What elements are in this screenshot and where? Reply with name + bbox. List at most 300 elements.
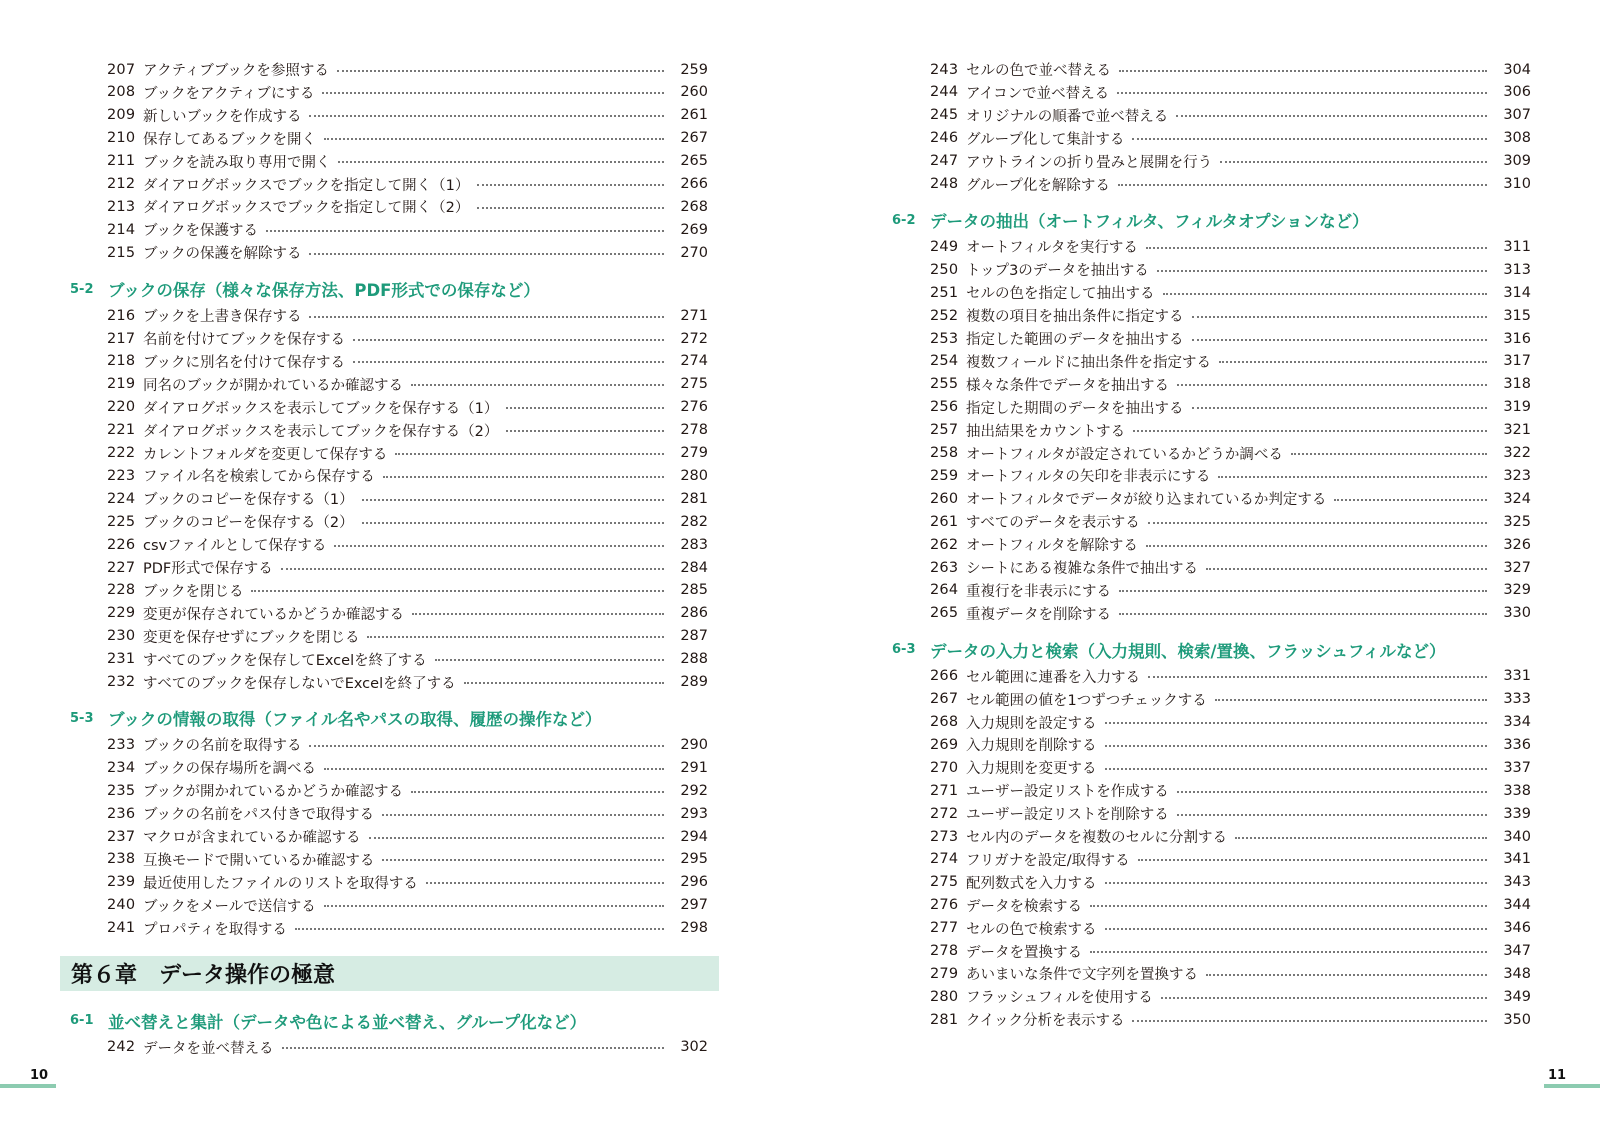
toc-entry — [930, 556, 1531, 579]
dot-leader — [464, 682, 664, 684]
entry-number: 214 — [107, 221, 136, 238]
entry-number: 266 — [930, 668, 959, 685]
entry-title: 新しいブックを作成する — [143, 108, 302, 125]
entry-title: クイック分析を表示する — [966, 1013, 1125, 1030]
toc-entry — [930, 871, 1531, 894]
entry-page: 280 — [680, 467, 708, 484]
entry-title: ブックに別名を付けて保存する — [143, 354, 345, 371]
toc-entry — [107, 350, 708, 373]
entry-number: 253 — [930, 330, 959, 347]
section-number: 5-3 — [70, 710, 94, 726]
section-heading — [892, 638, 1446, 662]
entry-page: 324 — [1503, 490, 1531, 507]
toc-entry — [930, 917, 1531, 940]
dot-leader — [324, 905, 664, 907]
toc-entry — [930, 825, 1531, 848]
entry-page: 306 — [1503, 84, 1531, 101]
entry-title: オートフィルタでデータが絞り込まれているか判定する — [966, 492, 1327, 509]
entry-number: 237 — [107, 828, 136, 845]
dot-leader — [1220, 161, 1487, 163]
toc-entry — [930, 373, 1531, 396]
toc-entry — [107, 1036, 708, 1059]
dot-leader — [1117, 92, 1487, 94]
dot-leader — [411, 791, 664, 793]
toc-entry — [107, 487, 708, 510]
entry-number: 215 — [107, 244, 136, 261]
entry-number: 278 — [930, 943, 959, 959]
entry-page: 325 — [1503, 513, 1531, 530]
dot-leader — [1119, 613, 1487, 615]
dot-leader — [1105, 928, 1488, 930]
entry-title: 配列数式を入力する — [966, 875, 1097, 892]
dot-leader — [353, 361, 664, 363]
toc-entry — [107, 533, 708, 556]
toc-entry — [107, 671, 708, 694]
dot-leader — [1146, 247, 1487, 249]
entry-page: 336 — [1503, 736, 1531, 753]
entry-title: オートフィルタを解除する — [966, 538, 1138, 555]
toc-entry — [107, 579, 708, 602]
toc-entry — [930, 327, 1531, 350]
entry-page: 334 — [1503, 714, 1531, 730]
toc-entry — [930, 602, 1531, 625]
entry-number: 243 — [930, 61, 959, 78]
entry-title: セル範囲の値を1つずつチェックする — [966, 692, 1207, 709]
dot-leader — [1177, 384, 1487, 386]
entry-title: 名前を付けてブックを保存する — [143, 332, 345, 348]
entry-number: 232 — [107, 674, 136, 690]
entry-number: 210 — [107, 130, 136, 147]
entry-page: 316 — [1503, 330, 1531, 347]
entry-title: ブックをアクティブにする — [143, 85, 315, 102]
entry-number: 245 — [930, 107, 959, 124]
entry-number: 265 — [930, 605, 959, 622]
entry-number: 255 — [930, 376, 959, 393]
toc-entry — [107, 779, 708, 802]
toc-entry — [107, 602, 708, 625]
section-title: 並べ替えと集計（データや色による並べ替え、グループ化など） — [108, 1012, 587, 1032]
toc-entry — [930, 510, 1531, 533]
entry-number: 281 — [930, 1011, 959, 1028]
entry-number: 251 — [930, 284, 959, 301]
entry-title: グループ化して集計する — [966, 131, 1125, 148]
entry-number: 211 — [107, 153, 136, 170]
toc-entry — [930, 802, 1531, 825]
entry-page: 297 — [680, 897, 708, 914]
toc-entry — [107, 894, 708, 917]
entry-page: 307 — [1503, 107, 1531, 124]
page-number-left: 10 — [30, 1068, 49, 1083]
toc-entry — [107, 241, 708, 264]
entry-number: 236 — [107, 805, 136, 822]
entry-title: ダイアログボックスを表示してブックを保存する（2） — [143, 423, 499, 440]
entry-title: csvファイルとして保存する — [143, 538, 327, 555]
dot-leader — [338, 161, 664, 163]
entry-title: シートにある複雑な条件で抽出する — [966, 561, 1198, 577]
toc-entry — [107, 173, 708, 196]
section-title: データの抽出（オートフィルタ、フィルタオプションなど） — [930, 212, 1369, 232]
entry-number: 259 — [930, 467, 959, 484]
dot-leader — [251, 590, 664, 592]
entry-number: 258 — [930, 445, 959, 461]
dot-leader — [1334, 499, 1487, 501]
entry-title: ユーザー設定リストを削除する — [966, 807, 1169, 824]
dot-leader — [477, 207, 664, 209]
toc-entry — [107, 556, 708, 579]
dot-leader — [1132, 138, 1487, 140]
entry-page: 276 — [680, 399, 708, 416]
entry-number: 240 — [107, 897, 136, 914]
entry-title: フリガナを設定/取得する — [966, 852, 1130, 869]
entry-number: 279 — [930, 965, 959, 982]
entry-title: 重複データを削除する — [966, 606, 1111, 623]
dot-leader — [1157, 270, 1487, 272]
dot-leader — [1192, 339, 1488, 341]
entry-title: ユーザー設定リストを作成する — [966, 784, 1169, 801]
dot-leader — [362, 499, 664, 501]
entry-title: 入力規則を削除する — [966, 738, 1097, 755]
entry-number: 252 — [930, 307, 959, 324]
entry-page: 337 — [1503, 759, 1531, 776]
dot-leader — [1148, 676, 1487, 678]
section-title: ブックの情報の取得（ファイル名やパスの取得、履歴の操作など） — [108, 710, 602, 730]
entry-title: セルの色で並べ替える — [966, 63, 1111, 79]
entry-number: 248 — [930, 176, 959, 192]
toc-entry — [107, 373, 708, 396]
entry-title: オリジナルの順番で並べ替える — [966, 108, 1169, 125]
entry-number: 261 — [930, 513, 959, 530]
dot-leader — [1132, 1020, 1487, 1022]
entry-page: 296 — [680, 874, 708, 891]
entry-title: フラッシュフィルを使用する — [966, 990, 1153, 1007]
toc-entry — [107, 848, 708, 871]
entry-title: 指定した期間のデータを抽出する — [966, 400, 1184, 417]
entry-number: 235 — [107, 782, 136, 799]
entry-title: データを置換する — [966, 944, 1082, 961]
entry-title: グループ化を解除する — [966, 177, 1110, 194]
entry-number: 244 — [930, 84, 959, 101]
entry-page: 330 — [1503, 605, 1531, 622]
entry-title: すべてのブックを保存してExcelを終了する — [143, 652, 427, 669]
dot-leader — [1219, 361, 1487, 363]
toc-entry — [930, 848, 1531, 871]
entry-number: 231 — [107, 651, 136, 668]
toc-entry — [930, 58, 1531, 81]
entry-title: ブックを保護する — [143, 223, 258, 240]
dot-leader — [477, 184, 664, 186]
entry-number: 263 — [930, 559, 959, 576]
entry-page: 314 — [1503, 284, 1531, 301]
entry-page: 282 — [680, 513, 708, 530]
entry-title: ブックが開かれているかどうか確認する — [143, 784, 403, 801]
toc-entry — [930, 487, 1531, 510]
toc-entry — [930, 281, 1531, 304]
dot-leader — [383, 476, 664, 478]
toc-entry — [930, 442, 1531, 465]
dot-leader — [426, 882, 664, 884]
entry-page: 331 — [1503, 668, 1531, 685]
toc-entry — [930, 104, 1531, 127]
entry-page: 270 — [680, 244, 708, 261]
dot-leader — [1090, 951, 1487, 953]
toc-entry — [107, 304, 708, 327]
dot-leader — [1105, 768, 1488, 770]
entry-title: セルの色で検索する — [966, 921, 1097, 938]
toc-entry — [930, 940, 1531, 963]
entry-page: 274 — [680, 353, 708, 370]
toc-entry — [107, 396, 708, 419]
entry-title: 互換モードで開いているか確認する — [143, 852, 375, 869]
entry-page: 290 — [680, 736, 708, 753]
entry-title: 同名のブックが開かれているか確認する — [143, 377, 403, 394]
entry-page: 343 — [1503, 874, 1531, 891]
entry-page: 318 — [1503, 376, 1531, 393]
entry-page: 272 — [680, 330, 708, 347]
entry-number: 229 — [107, 605, 136, 622]
entry-number: 233 — [107, 736, 136, 753]
entry-title: 保存してあるブックを開く — [143, 131, 316, 148]
entry-page: 348 — [1503, 965, 1531, 982]
toc-entry — [107, 510, 708, 533]
entry-number: 268 — [930, 714, 959, 730]
entry-page: 321 — [1503, 422, 1531, 439]
entry-page: 275 — [680, 376, 708, 393]
dot-leader — [324, 138, 664, 140]
entry-title: アクティブブックを参照する — [143, 63, 329, 79]
toc-entry — [107, 733, 708, 756]
entry-page: 271 — [680, 307, 708, 324]
entry-title: ブックのコピーを保存する（2） — [143, 515, 354, 532]
section-heading — [892, 208, 1369, 232]
entry-page: 313 — [1503, 261, 1531, 278]
entry-title: 変更が保存されているかどうか確認する — [143, 606, 404, 623]
entry-number: 238 — [107, 851, 136, 868]
section-number: 6-1 — [70, 1013, 94, 1028]
entry-page: 294 — [680, 828, 708, 845]
toc-entry — [107, 648, 708, 671]
page-number-right: 11 — [1548, 1068, 1567, 1083]
dot-leader — [1192, 407, 1488, 409]
right-folio-bar — [1544, 1084, 1600, 1088]
dot-leader — [1161, 997, 1487, 999]
entry-page: 286 — [680, 605, 708, 622]
entry-title: ブックを閉じる — [143, 583, 244, 600]
entry-page: 333 — [1503, 691, 1531, 708]
entry-title: ファイル名を検索してから保存する — [143, 469, 375, 486]
entry-number: 257 — [930, 422, 959, 439]
entry-number: 262 — [930, 536, 959, 553]
entry-title: 入力規則を設定する — [966, 715, 1097, 732]
section-number: 6-2 — [892, 212, 916, 228]
dot-leader — [411, 384, 664, 386]
dot-leader — [435, 659, 664, 661]
section-number: 6-3 — [892, 642, 916, 658]
entry-number: 228 — [107, 582, 136, 599]
entry-number: 219 — [107, 376, 136, 393]
dot-leader — [334, 545, 664, 547]
entry-title: セルの色を指定して抽出する — [966, 286, 1155, 303]
dot-leader — [382, 814, 664, 816]
toc-entry — [930, 711, 1531, 734]
entry-page: 309 — [1503, 153, 1531, 170]
dot-leader — [1176, 115, 1487, 117]
toc-entry — [930, 733, 1531, 756]
entry-number: 225 — [107, 513, 136, 530]
entry-page: 347 — [1503, 943, 1531, 959]
entry-title: オートフィルタを実行する — [966, 240, 1138, 257]
section-title: データの入力と検索（入力規則、検索/置換、フラッシュフィルなど） — [930, 641, 1446, 661]
toc-entry — [107, 127, 708, 150]
entry-page: 319 — [1503, 399, 1531, 416]
entry-page: 349 — [1503, 988, 1531, 1005]
entry-page: 261 — [680, 107, 708, 124]
toc-entry — [107, 802, 708, 825]
entry-title: ブックを上書き保存する — [143, 309, 302, 326]
dot-leader — [1119, 590, 1487, 592]
toc-entry — [930, 350, 1531, 373]
dot-leader — [282, 1047, 665, 1049]
entry-page: 344 — [1503, 897, 1531, 914]
dot-leader — [309, 745, 664, 747]
entry-page: 269 — [680, 221, 708, 238]
toc-entry — [107, 464, 708, 487]
entry-title: あいまいな条件で文字列を置換する — [966, 967, 1198, 984]
entry-title: 入力規則を変更する — [966, 761, 1097, 778]
toc-entry — [930, 127, 1531, 150]
toc-entry — [107, 104, 708, 127]
dot-leader — [295, 928, 664, 930]
toc-entry — [930, 396, 1531, 419]
entry-title: アウトラインの折り畳みと展開を行う — [966, 154, 1213, 171]
entry-title: ブックを読み取り専用で開く — [143, 154, 331, 171]
dot-leader — [1218, 476, 1487, 478]
entry-number: 256 — [930, 399, 959, 416]
section-title: ブックの保存（様々な保存方法、PDF形式での保存など） — [108, 281, 540, 301]
entry-number: 207 — [107, 61, 136, 78]
entry-number: 222 — [107, 445, 136, 461]
toc-entry — [930, 150, 1531, 173]
entry-page: 326 — [1503, 536, 1531, 553]
dot-leader — [506, 407, 664, 409]
dot-leader — [1138, 859, 1487, 861]
entry-page: 304 — [1503, 61, 1531, 78]
dot-leader — [1291, 453, 1487, 455]
entry-page: 287 — [680, 628, 708, 645]
dot-leader — [1235, 837, 1487, 839]
toc-entry — [930, 688, 1531, 711]
dot-leader — [309, 253, 664, 255]
entry-number: 274 — [930, 851, 959, 868]
entry-number: 246 — [930, 130, 959, 147]
entry-number: 226 — [107, 536, 136, 553]
entry-title: ダイアログボックスでブックを指定して開く（2） — [143, 200, 470, 217]
entry-page: 291 — [680, 759, 708, 776]
toc-entry — [930, 894, 1531, 917]
dot-leader — [1090, 905, 1487, 907]
entry-page: 268 — [680, 198, 708, 215]
toc-entry — [930, 779, 1531, 802]
section-heading — [70, 277, 540, 301]
dot-leader — [1215, 699, 1487, 701]
entry-number: 213 — [107, 198, 136, 215]
toc-entry — [107, 81, 708, 104]
entry-number: 267 — [930, 691, 959, 708]
toc-entry — [930, 985, 1531, 1008]
entry-title: 様々な条件でデータを抽出する — [966, 377, 1169, 394]
entry-page: 310 — [1503, 176, 1531, 192]
entry-title: マクロが含まれているか確認する — [143, 830, 361, 846]
dot-leader — [382, 859, 664, 861]
entry-page: 295 — [680, 851, 708, 868]
entry-page: 284 — [680, 559, 708, 576]
dot-leader — [1192, 316, 1488, 318]
entry-page: 260 — [680, 84, 708, 101]
dot-leader — [322, 92, 664, 94]
entry-title: オートフィルタが設定されているかどうか調べる — [966, 446, 1283, 463]
toc-entry — [930, 419, 1531, 442]
dot-leader — [1177, 814, 1487, 816]
entry-page: 283 — [680, 536, 708, 553]
entry-number: 234 — [107, 759, 136, 776]
section-number: 5-2 — [70, 281, 94, 297]
entry-page: 288 — [680, 651, 708, 668]
toc-entry — [107, 195, 708, 218]
dot-leader — [1119, 70, 1487, 72]
entry-page: 322 — [1503, 445, 1531, 461]
entry-number: 223 — [107, 467, 136, 484]
entry-number: 217 — [107, 330, 136, 347]
entry-number: 269 — [930, 736, 959, 753]
dot-leader — [1206, 974, 1487, 976]
toc-entry — [107, 218, 708, 241]
entry-number: 209 — [107, 107, 136, 124]
entry-title: セル範囲に連番を入力する — [966, 669, 1140, 686]
entry-title: 最近使用したファイルのリストを取得する — [143, 875, 418, 892]
dot-leader — [1146, 545, 1487, 547]
entry-page: 350 — [1503, 1011, 1531, 1028]
toc-entry — [930, 1008, 1531, 1031]
section-heading — [70, 1009, 586, 1033]
entry-page: 259 — [680, 61, 708, 78]
entry-page: 281 — [680, 490, 708, 507]
entry-title: 複数の項目を抽出条件に指定する — [966, 309, 1184, 326]
dot-leader — [353, 339, 664, 341]
toc-entry — [107, 756, 708, 779]
dot-leader — [1163, 293, 1488, 295]
entry-title: ダイアログボックスでブックを指定して開く（1） — [143, 177, 470, 194]
entry-number: 230 — [107, 628, 136, 645]
toc-entry — [930, 235, 1531, 258]
entry-title: セル内のデータを複数のセルに分割する — [966, 830, 1227, 846]
entry-page: 317 — [1503, 353, 1531, 370]
entry-page: 278 — [680, 422, 708, 439]
dot-leader — [1206, 568, 1487, 570]
entry-number: 273 — [930, 828, 959, 845]
toc-entry — [930, 464, 1531, 487]
entry-page: 323 — [1503, 467, 1531, 484]
entry-number: 271 — [930, 782, 959, 799]
entry-page: 340 — [1503, 828, 1531, 845]
dot-leader — [1148, 522, 1487, 524]
entry-number: 227 — [107, 559, 136, 576]
entry-title: 重複行を非表示にする — [966, 583, 1111, 600]
entry-number: 216 — [107, 307, 136, 324]
entry-number: 264 — [930, 582, 959, 599]
dot-leader — [266, 230, 664, 232]
toc-entry — [930, 756, 1531, 779]
entry-page: 279 — [680, 445, 708, 461]
entry-page: 285 — [680, 582, 708, 599]
